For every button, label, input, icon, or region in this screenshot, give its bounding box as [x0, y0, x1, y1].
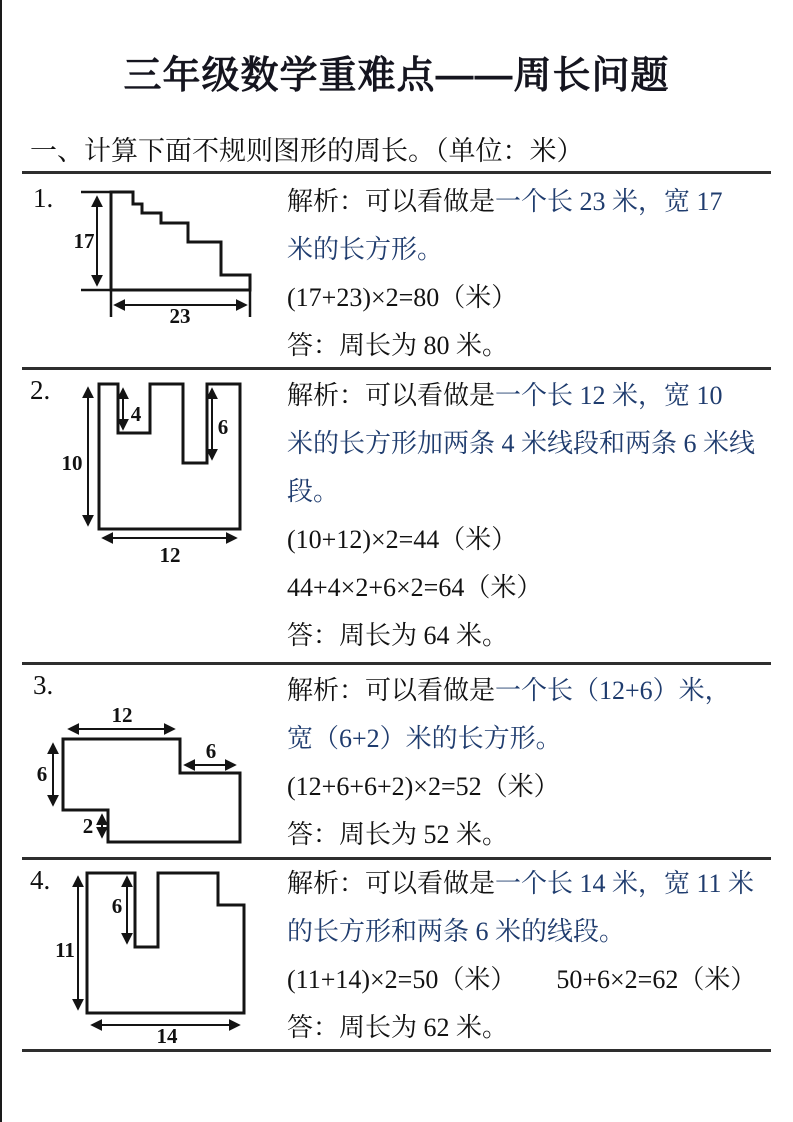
shape-outline	[99, 384, 240, 529]
problem-2-number: 2.	[30, 375, 51, 405]
left-dim-label: 11	[55, 938, 75, 962]
width-dim-label: 12	[159, 543, 181, 567]
answer-line: 答：周长为 64 米。	[287, 621, 509, 650]
answer-line: 答：周长为 62 米。	[287, 1013, 509, 1042]
section-heading: 一、计算下面不规则图形的周长。（单位：米）	[30, 136, 584, 166]
analysis-highlight: 一个长 14 米，宽 11 米的长方形和两条 6 米的线段。	[287, 869, 755, 946]
analysis-highlight: 一个长（12+6）米，宽（6+2）米的长方形。	[287, 676, 731, 753]
problem-4-text	[287, 860, 755, 1052]
answer-line: 答：周长为 80 米。	[287, 331, 509, 360]
equation-line: (12+6+6+2)×2=52（米）	[287, 772, 560, 801]
problem-3-text	[287, 667, 755, 859]
equation-line: 44+4×2+6×2=64（米）	[287, 573, 543, 602]
analysis-prefix: 解析：可以看做是	[287, 381, 496, 410]
slot-dim-label: 6	[111, 894, 123, 918]
figure-1-staircase-shape	[73, 184, 273, 329]
height-dim-label: 17	[73, 229, 95, 253]
figure-2-double-slot-shape	[60, 372, 275, 567]
divider-3	[22, 662, 771, 665]
equation-line: (10+12)×2=44（米）	[287, 525, 518, 554]
analysis-highlight: 一个长 12 米，宽 10 米的长方形加两条 4 米线段和两条 6 米线段。	[287, 381, 756, 506]
slot-left-dim-label: 4	[130, 402, 142, 426]
height-dim-label: 10	[61, 451, 83, 475]
problem-2-text	[287, 372, 755, 660]
analysis-line	[287, 860, 755, 956]
left-dim-label: 6	[36, 762, 48, 786]
analysis-highlight: 一个长 23 米，宽 17 米的长方形。	[287, 187, 723, 264]
width-dim-label: 23	[169, 304, 191, 328]
page-title: 三年级数学重难点——周长问题	[123, 55, 670, 97]
slot-right-dim-label: 6	[217, 415, 229, 439]
equation-line	[287, 956, 755, 1004]
shape-outline	[87, 873, 244, 1013]
page-edge-line	[0, 0, 2, 1122]
bottom-dim-label: 14	[156, 1024, 178, 1047]
equation-1: (11+14)×2=50（米）	[287, 965, 517, 994]
problem-4-number: 4.	[30, 865, 51, 895]
shape-outline	[111, 192, 250, 290]
answer-line: 答：周长为 52 米。	[287, 820, 509, 849]
problem-1-text	[287, 178, 755, 370]
figure-4-slot-step-shape	[55, 862, 285, 1047]
problem-1-number: 1.	[33, 183, 54, 213]
analysis-line	[287, 667, 755, 763]
analysis-prefix: 解析：可以看做是	[287, 676, 496, 705]
right-top-dim-label: 6	[205, 739, 217, 763]
equation-line: (17+23)×2=80（米）	[287, 283, 518, 312]
problem-3-number: 3.	[33, 670, 54, 700]
divider-1	[22, 171, 771, 174]
analysis-prefix: 解析：可以看做是	[287, 869, 496, 898]
analysis-prefix: 解析：可以看做是	[287, 187, 496, 216]
analysis-line	[287, 178, 755, 274]
equation-2: 50+6×2=62（米）	[556, 965, 757, 994]
analysis-line	[287, 372, 755, 516]
top-dim-label: 12	[111, 703, 133, 727]
figure-3-step-shape	[35, 666, 270, 856]
notch-dim-label: 2	[82, 814, 94, 838]
